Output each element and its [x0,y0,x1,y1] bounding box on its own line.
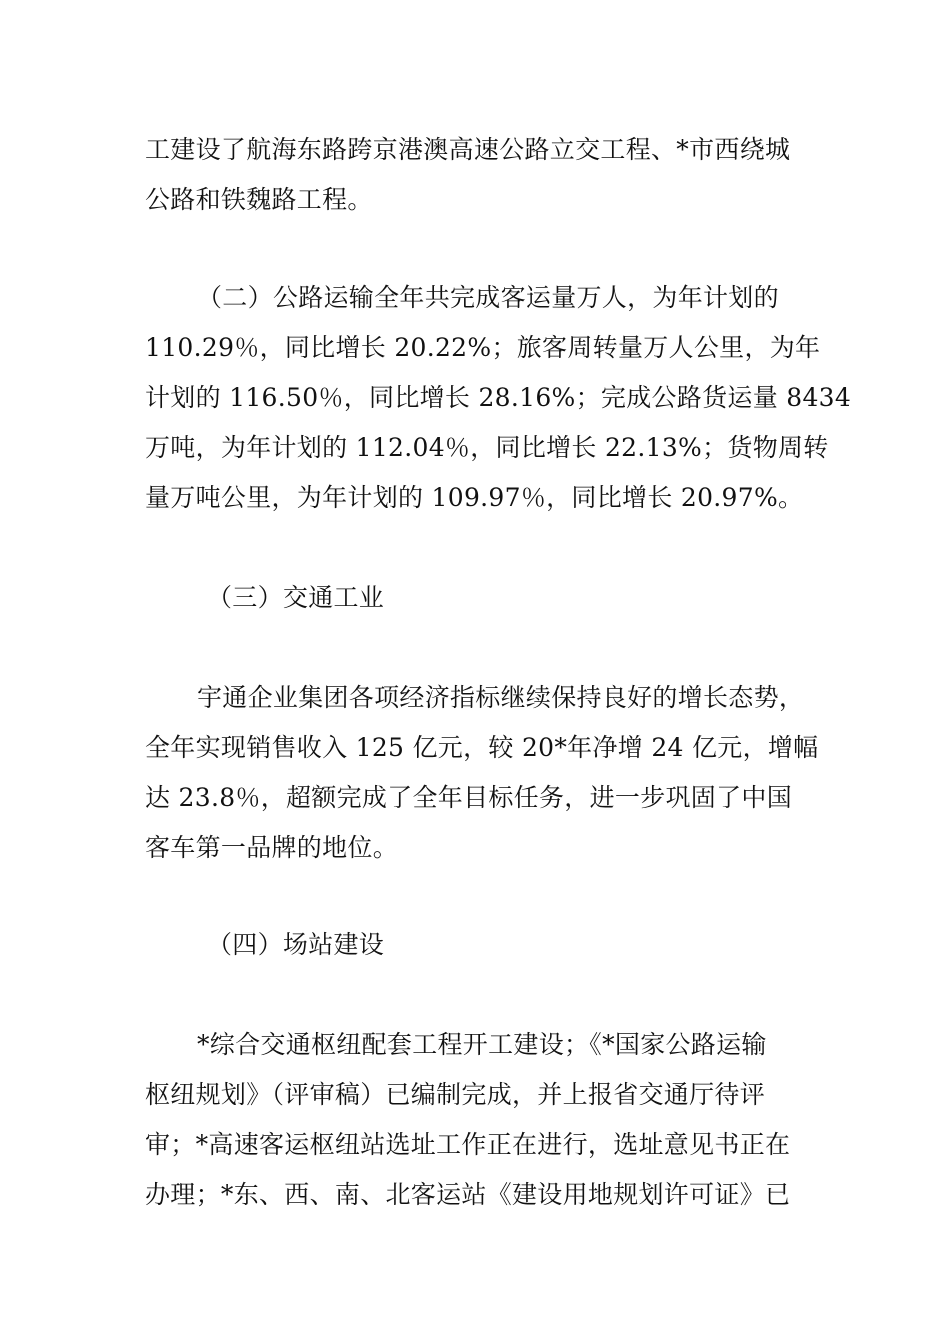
text-line: 工建设了航海东路跨京港澳高速公路立交工程、*市西绕城 [145,135,791,164]
text-line: （二）公路运输全年共完成客运量万人，为年计划的 [197,283,779,312]
section-heading: （四）场站建设 [207,930,385,959]
text-line: 量万吨公里，为年计划的 109.97％，同比增长 20.97%。 [145,483,804,512]
paragraph-stations [145,1020,820,1220]
text-line: 计划的 116.50％，同比增长 28.16%；完成公路货运量 8434 [145,383,852,412]
text-line: 公路和铁魏路工程。 [145,185,373,214]
text-line: 达 23.8％，超额完成了全年目标任务，进一步巩固了中国 [145,783,793,812]
section-heading: （三）交通工业 [207,583,385,612]
paragraph-yutong [145,673,820,873]
text-line: 办理；*东、西、南、北客运站《建设用地规划许可证》已 [145,1180,791,1209]
text-line: 审；*高速客运枢纽站选址工作正在进行，选址意见书正在 [145,1130,791,1159]
paragraph-road-transport [145,273,852,523]
text-line: 枢纽规划》（评审稿）已编制完成，并上报省交通厅待评 [145,1080,766,1109]
text-line: *综合交通枢纽配套工程开工建设；《*国家公路运输 [197,1030,767,1059]
section-heading-transport-industry [145,573,820,623]
section-heading-station-construction [145,920,820,970]
text-line: 客车第一品牌的地位。 [145,833,399,862]
paragraph-road-projects [145,125,820,225]
text-line: 全年实现销售收入 125 亿元，较 20*年净增 24 亿元，增幅 [145,733,819,762]
text-line: 万吨，为年计划的 112.04％，同比增长 22.13%；货物周转 [145,433,829,462]
text-line: 110.29％，同比增长 20.22%；旅客周转量万人公里，为年 [145,333,821,362]
text-line: 宇通企业集团各项经济指标继续保持良好的增长态势， [197,683,805,712]
